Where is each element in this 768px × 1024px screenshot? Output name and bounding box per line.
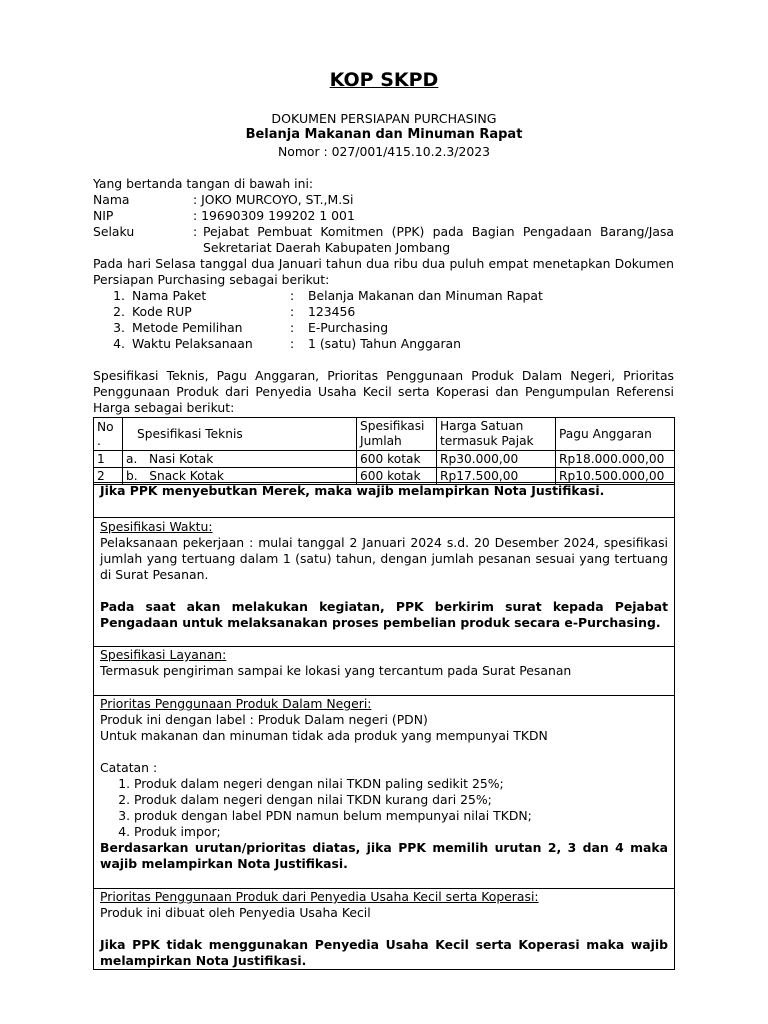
package-value: 123456 [308,304,356,319]
cell-item: a. Nasi Kotak [123,451,357,468]
section-pdn [94,695,674,888]
pdn-list [100,776,668,840]
package-list [93,288,674,352]
name-value: : JOKO MURCOYO, ST.,M.Si [193,192,354,207]
package-label: Kode RUP [132,304,192,319]
package-item [93,304,674,320]
spec-table-wrap [93,417,674,485]
ukm-text: Produk ini dibuat oleh Penyedia Usaha Kecil [100,905,371,920]
role-sep: : [193,224,198,239]
pdn-line1: Produk ini dengan label : Produk Dalam negeri (PDN) [100,712,428,727]
signer-nip-row [93,208,674,224]
cell-jumlah: 600 kotak [357,451,437,468]
package-sep: : [290,288,295,303]
package-item [93,288,674,304]
name-label: Nama [93,192,130,207]
section-waktu [94,517,674,646]
cell-jumlah: 600 kotak [357,468,437,485]
layanan-title: Spesifikasi Layanan: [100,647,227,662]
th-harga: Harga Satuan termasuk Pajak [437,418,556,451]
package-sep: : [290,336,295,351]
ukm-bold: Jika PPK tidak menggunakan Penyedia Usaha Kecil serta Koperasi maka wajib melampirkan Nota Justifikasi. [100,937,668,968]
section-layanan [94,646,674,695]
paragraph-intro: Pada hari Selasa tanggal dua Januari tahun dua ribu dua puluh empat menetapkan Dokumen Persiapan Purchasing sebagai berikut: [93,256,674,287]
package-no: 3. [113,320,125,335]
package-label: Nama Paket [132,288,207,303]
ukm-title: Prioritas Penggunaan Produk dari Penyedia Usaha Kecil serta Koperasi: [100,889,539,904]
table-header-row [94,418,675,451]
list-item: 2. Produk dalam negeri dengan nilai TKDN kurang dari 25%; [134,792,668,808]
table-row [94,451,675,468]
package-item [93,336,674,352]
th-pagu: Pagu Anggaran [556,418,675,451]
document-subtitle: Belanja Makanan dan Minuman Rapat [245,127,523,142]
package-sep: : [290,304,295,319]
waktu-bold: Pada saat akan melakukan kegiatan, PPK berkirim surat kepada Pejabat Pengadaan untuk melaksanakan proses pembelian produk secara e-Purchasing. [100,599,668,630]
role-label: Selaku [93,224,135,239]
signer-block [93,176,674,352]
th-jumlah: Spesifikasi Jumlah [357,418,437,451]
signer-name-row [93,192,674,208]
nip-value: : 19690309 199202 1 001 [193,208,355,223]
list-item: 4. Produk impor; [134,824,668,840]
spec-table [93,417,675,485]
package-value: 1 (satu) Tahun Anggaran [308,336,461,351]
nip-label: NIP [93,208,114,223]
paragraph-spec: Spesifikasi Teknis, Pagu Anggaran, Prioritas Penggunaan Produk Dalam Negeri, Prioritas Penggunaan Produk dari Penyedia Usaha Kecil serta Koperasi dan Pengumpulan Referensi Harga sebagai berikut: [93,368,674,415]
section-ukm [94,888,674,969]
package-sep: : [290,320,295,335]
list-item: 1. Produk dalam negeri dengan nilai TKDN paling sedikit 25%; [134,776,668,792]
package-item [93,320,674,336]
document-number: Nomor : 027/001/415.10.2.3/2023 [277,144,490,159]
layanan-text: Termasuk pengiriman sampai ke lokasi yang tercantum pada Surat Pesanan [100,663,572,678]
package-value: E-Purchasing [308,320,389,335]
package-value: Belanja Makanan dan Minuman Rapat [308,288,543,303]
cell-pagu: Rp10.500.000,00 [556,468,675,485]
pdn-title: Prioritas Penggunaan Produk Dalam Negeri: [100,696,372,711]
cell-pagu: Rp18.000.000,00 [556,451,675,468]
list-item: 3. produk dengan label PDN namun belum mempunyai nilai TKDN; [134,808,668,824]
package-no: 4. [113,336,125,351]
pdn-catatan: Catatan : [100,760,158,775]
cell-harga: Rp30.000,00 [437,451,556,468]
kop-text: KOP SKPD [329,69,439,91]
th-spesifikasi: Spesifikasi Teknis [123,418,357,451]
kop-heading [0,68,768,92]
intro-text: Yang bertanda tangan di bawah ini: [93,176,314,191]
waktu-text: Pelaksanaan pekerjaan : mulai tanggal 2 Januari 2024 s.d. 20 Desember 2024, spesifikasi jumlah yang tertuang dalam 1 (satu) tahun, dengan jumlah pesanan sesuai yang tertuang di Surat Pesanan. [100,535,668,582]
note-merek: Jika PPK menyebutkan Merek, maka wajib melampirkan Nota Justifikasi. [94,482,674,517]
package-label: Metode Pemilihan [132,320,243,335]
pdn-line2: Untuk makanan dan minuman tidak ada produk yang mempunyai TKDN [100,728,548,743]
package-no: 1. [113,288,125,303]
spec-box [93,482,675,970]
document-title: DOKUMEN PERSIAPAN PURCHASING [271,111,497,126]
package-label: Waktu Pelaksanaan [132,336,253,351]
cell-no: 1 [94,451,123,468]
role-value: Pejabat Pembuat Komitmen (PPK) pada Bagian Pengadaan Barang/Jasa Sekretariat Daerah Kabupaten Jombang [203,224,674,255]
waktu-title: Spesifikasi Waktu: [100,519,213,534]
cell-harga: Rp17.500,00 [437,468,556,485]
th-no: No . [94,418,123,451]
cell-no: 2 [94,468,123,485]
cell-item: b. Snack Kotak [123,468,357,485]
package-no: 2. [113,304,125,319]
signer-role-row [93,224,674,256]
pdn-bold: Berdasarkan urutan/prioritas diatas, jika PPK memilih urutan 2, 3 dan 4 maka wajib melampirkan Nota Justifikasi. [100,840,668,871]
